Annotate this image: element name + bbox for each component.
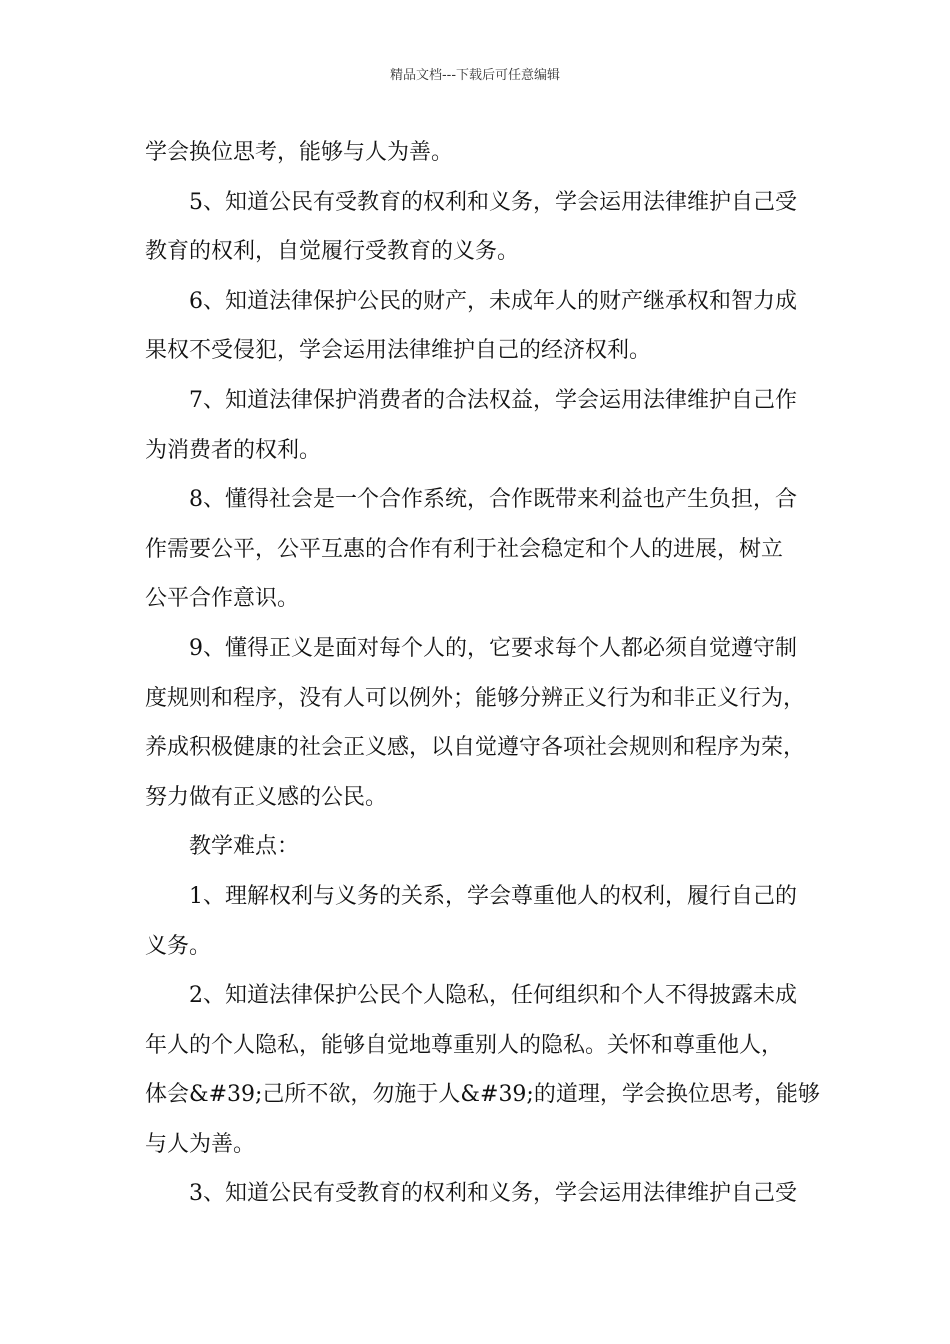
paragraph (145, 277, 810, 376)
text-line: 2、知道法律保护公民个人隐私，任何组织和个人不得披露未成 (189, 983, 797, 1009)
section-heading (145, 822, 810, 872)
text-line: 6、知道法律保护公民的财产，未成年人的财产继承权和智力成 (189, 288, 797, 314)
paragraph (145, 872, 810, 971)
text-line: 与人为善。 (145, 1131, 256, 1157)
paragraph (145, 1169, 810, 1219)
document-body (145, 128, 820, 1219)
text-line: 义务。 (145, 933, 212, 959)
text-line: 体会&#39;己所不欲，勿施于人&#39;的道理，学会换位思考，能够 (145, 1082, 820, 1108)
text-line: 5、知道公民有受教育的权利和义务，学会运用法律维护自己受 (189, 189, 797, 215)
paragraph (145, 128, 810, 178)
text-line: 学会换位思考，能够与人为善。 (145, 140, 454, 165)
text-line: 教学难点： (189, 834, 300, 860)
text-line: 9、懂得正义是面对每个人的，它要求每个人都必须自觉遵守制 (189, 635, 797, 661)
page-header: 精品文档---下载后可任意编辑 (389, 68, 561, 83)
text-line: 果权不受侵犯，学会运用法律维护自己的经济权利。 (145, 338, 652, 364)
text-line: 努力做有正义感的公民。 (145, 784, 388, 810)
text-line: 度规则和程序，没有人可以例外；能够分辨正义行为和非正义行为， (145, 685, 806, 711)
text-line: 3、知道公民有受教育的权利和义务，学会运用法律维护自己受 (189, 1181, 797, 1207)
text-line: 公平合作意识。 (145, 586, 300, 612)
paragraph (145, 376, 810, 475)
paragraph (145, 475, 810, 624)
text-line: 为消费者的权利。 (145, 437, 322, 463)
text-line: 7、知道法律保护消费者的合法权益，学会运用法律维护自己作 (189, 387, 797, 413)
text-line: 教育的权利，自觉履行受教育的义务。 (145, 239, 520, 265)
text-line: 作需要公平，公平互惠的合作有利于社会稳定和个人的进展，树立 (145, 536, 784, 562)
text-line: 8、懂得社会是一个合作系统，合作既带来利益也产生负担，合 (189, 487, 797, 513)
paragraph (145, 624, 810, 822)
paragraph (145, 971, 820, 1169)
text-line: 养成积极健康的社会正义感，以自觉遵守各项社会规则和程序为荣， (145, 735, 806, 761)
text-line: 1、理解权利与义务的关系，学会尊重他人的权利，履行自己的 (189, 883, 797, 909)
text-line: 年人的个人隐私，能够自觉地尊重别人的隐私。关怀和尊重他人， (145, 1032, 784, 1058)
paragraph (145, 178, 810, 277)
